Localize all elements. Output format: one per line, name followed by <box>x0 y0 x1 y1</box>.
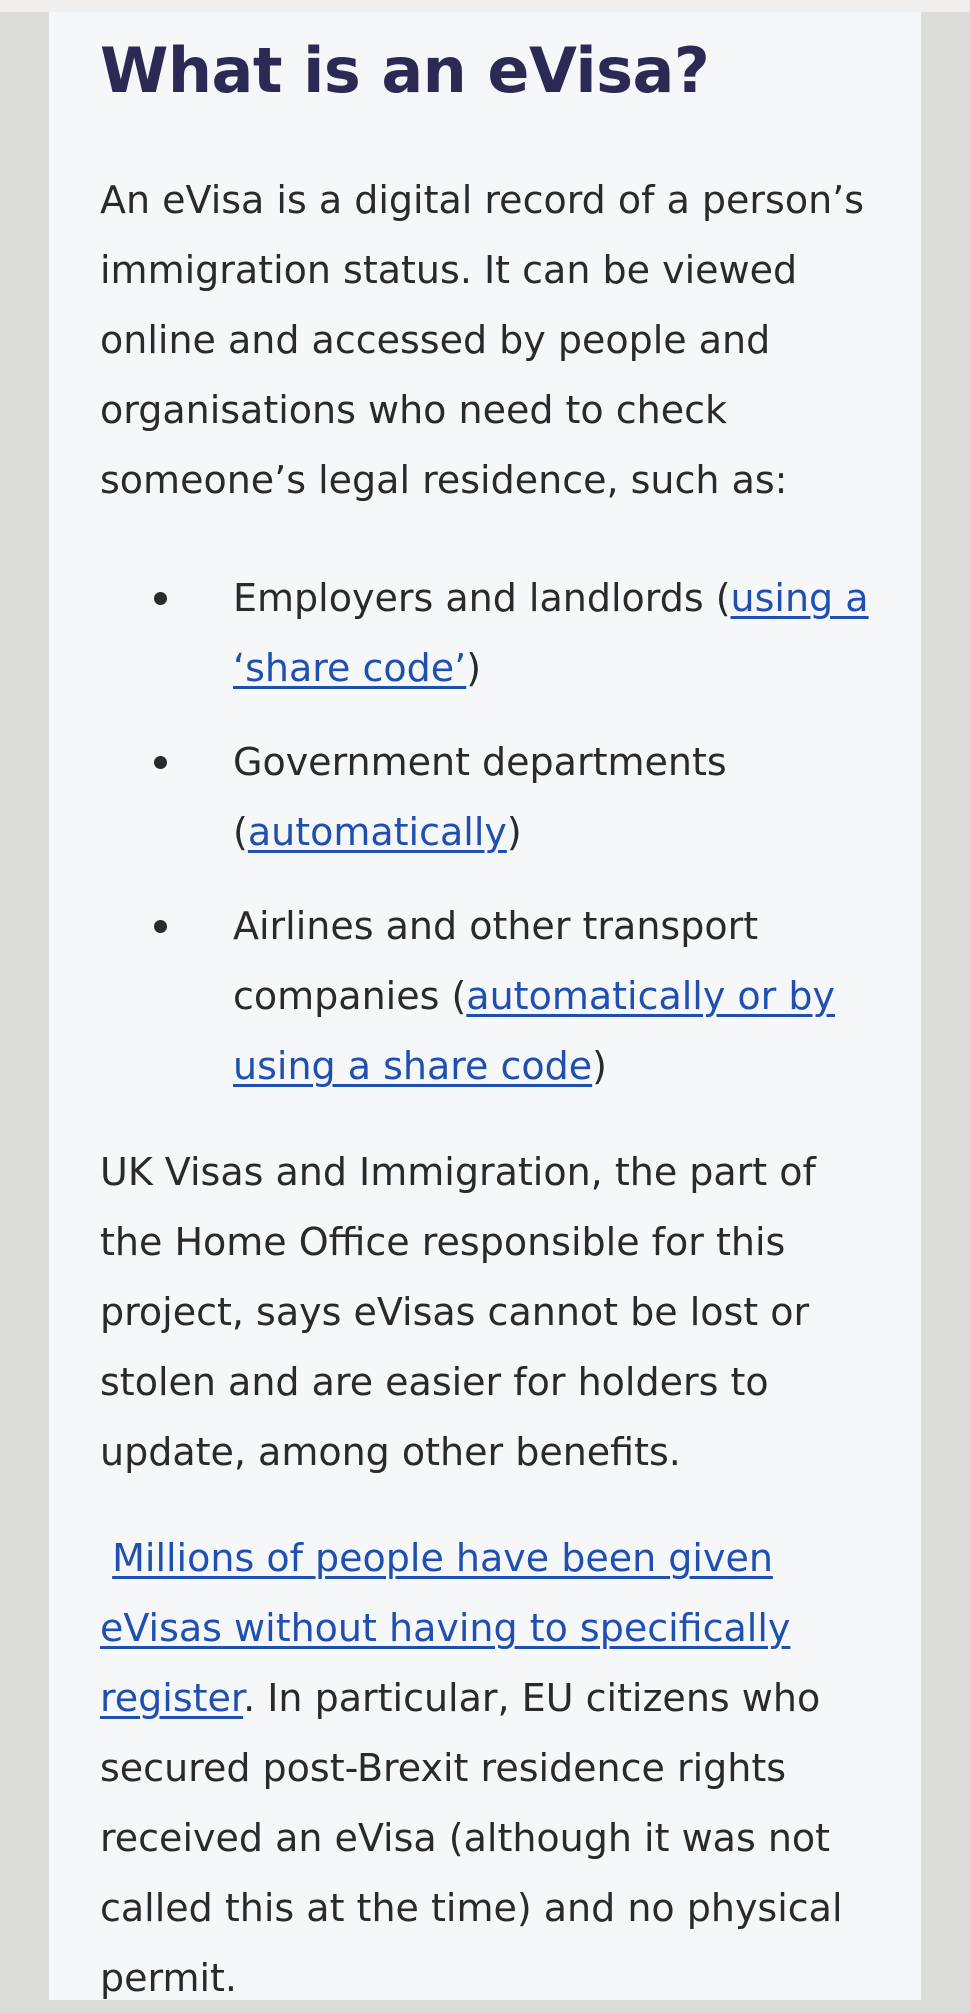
checkers-list <box>100 563 869 1101</box>
list-item-close: ) <box>466 646 482 690</box>
list-item <box>100 891 869 1101</box>
list-item <box>100 563 869 703</box>
ukvi-paragraph: UK Visas and Immigration, the part of the Home Office responsible for this project, says eVisas cannot be lost or stolen and are easier for holders to update, among other benefits. <box>100 1150 816 1474</box>
share-code-link[interactable]: using a ‘share code’ <box>233 576 869 690</box>
millions-evisas-link[interactable]: Millions of people have been given eVisas without having to specifically register <box>100 1536 791 1720</box>
bullet-icon <box>154 592 167 605</box>
list-item-close: ) <box>592 1044 607 1088</box>
list-item-text: Airlines and other transport companies ( <box>233 904 759 1018</box>
top-bar <box>0 0 970 12</box>
list-item <box>100 727 869 867</box>
list-item-text: Government departments ( <box>233 740 727 854</box>
automatically-link[interactable]: automatically <box>247 810 507 854</box>
article-card <box>49 12 921 2000</box>
automatically-or-share-code-link[interactable]: automatically or by using a share code <box>233 974 835 1088</box>
intro-paragraph: An eVisa is a digital record of a person’s immigration status. It can be viewed online and accessed by people and organisations who need to check someone’s legal residence, such as: <box>100 178 865 502</box>
list-item-text: Employers and landlords ( <box>233 576 731 620</box>
bullet-icon <box>154 920 167 933</box>
bullet-icon <box>154 756 167 769</box>
millions-paragraph <box>100 1523 869 2013</box>
millions-paragraph-text: . In particular, EU citizens who secured post-Brexit residence rights received an eVisa (although it was not called this at the time) and no physical permit. <box>100 1676 843 2000</box>
article-heading: What is an eVisa? <box>100 34 710 107</box>
list-item-close: ) <box>506 810 522 854</box>
